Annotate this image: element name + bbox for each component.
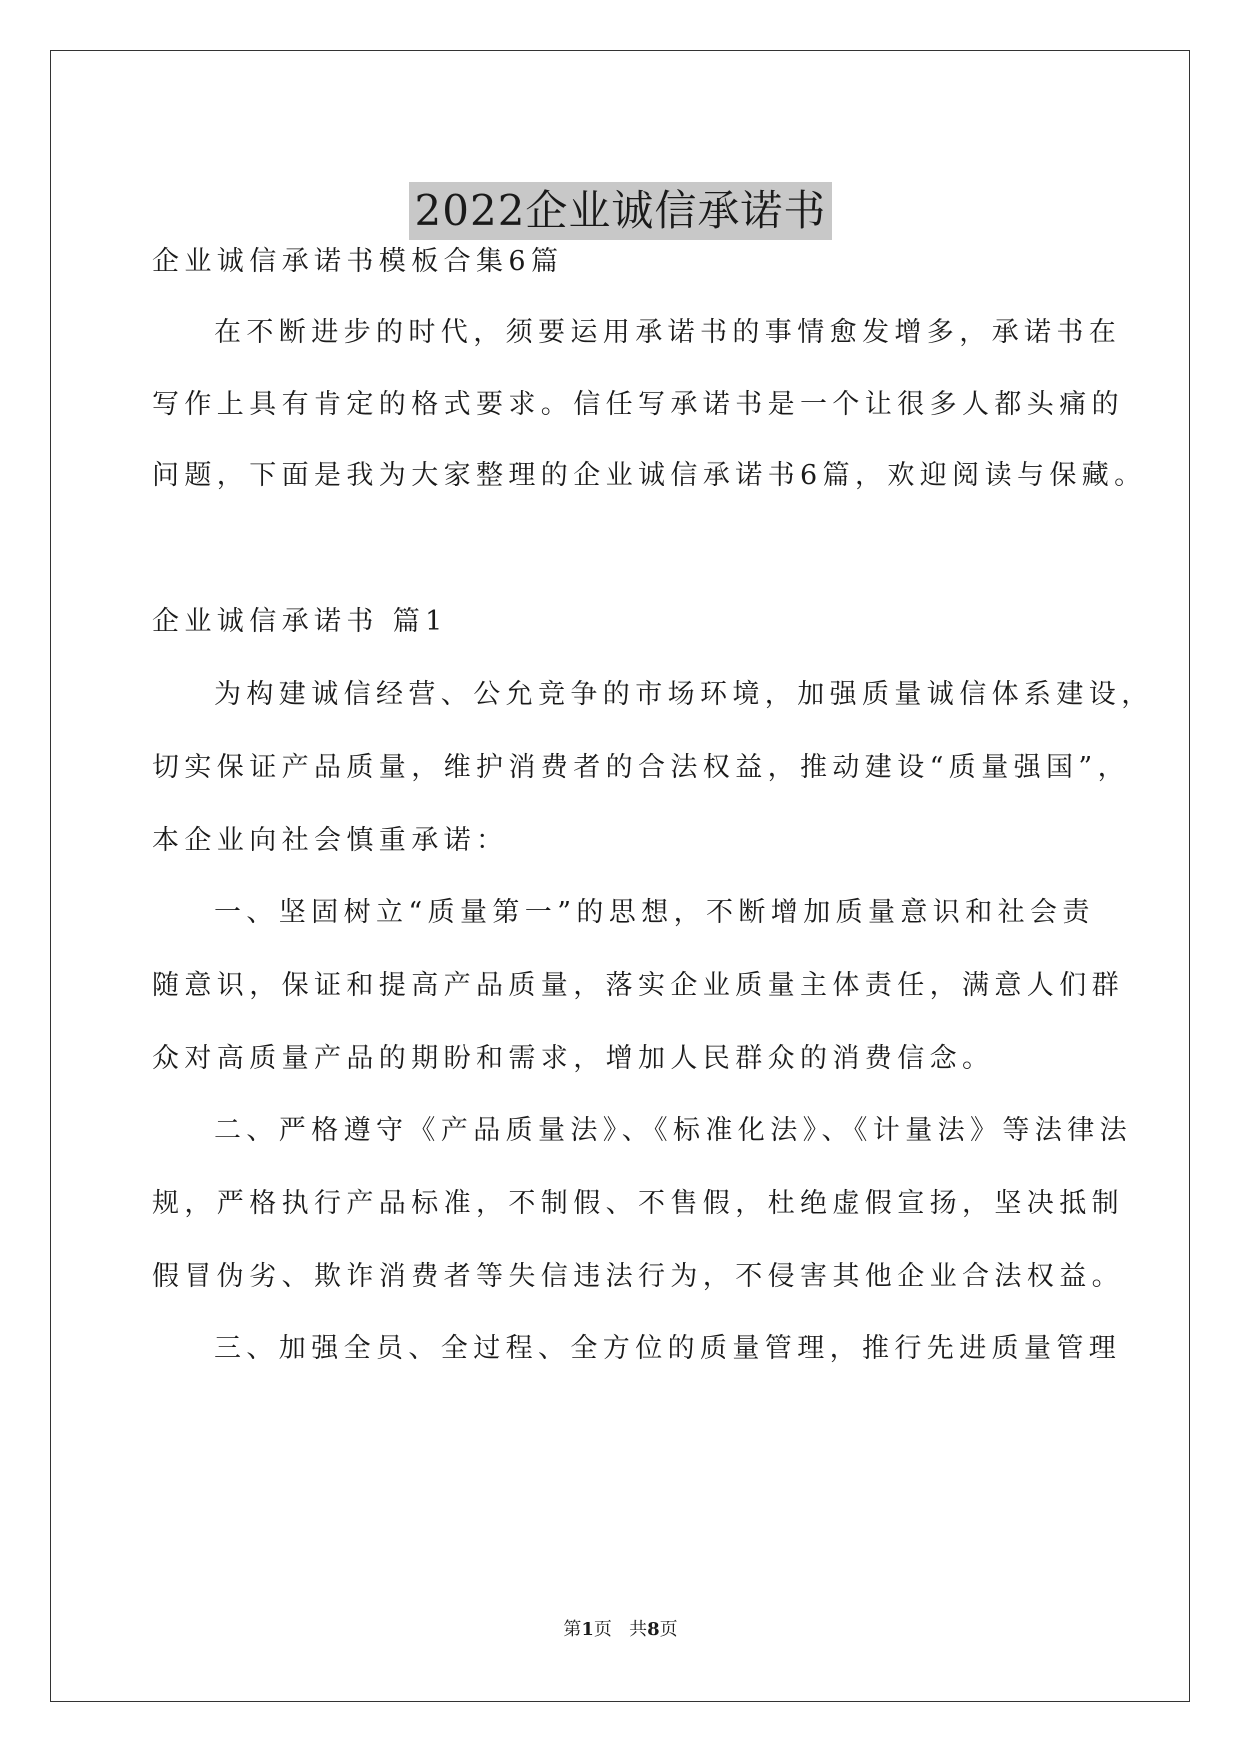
body-line: 规，严格执行产品标准，不制假、不售假，杜绝虚假宣扬，坚决抵制 (152, 1188, 1124, 1219)
body-line: 为构建诚信经营、公允竞争的市场环境，加强质量诚信体系建设， (214, 679, 1154, 710)
page-prefix: 第 (563, 1619, 582, 1640)
body-line: 一、坚固树立“质量第一”的思想，不断增加质量意识和社会责 (214, 897, 1095, 928)
body-line: 三、加强全员、全过程、全方位的质量管理，推行先进质量管理 (214, 1333, 1122, 1364)
body-line: 本企业向社会慎重承诺： (152, 825, 509, 856)
page-number: 1 (581, 1619, 594, 1640)
intro-line: 问题，下面是我为大家整理的企业诚信承诺书6篇，欢迎阅读与保藏。 (152, 460, 1147, 491)
page-footer (0, 1617, 1241, 1643)
intro-line: 写作上具有肯定的格式要求。信任写承诺书是一个让很多人都头痛的 (152, 389, 1124, 420)
body-line: 切实保证产品质量，维护消费者的合法权益，推动建设“质量强国”， (152, 752, 1131, 783)
body-line: 二、严格遵守《产品质量法》、《标准化法》、《计量法》等法律法 (214, 1115, 1132, 1146)
total-suffix: 页 (659, 1619, 678, 1640)
page-border (50, 50, 1190, 1702)
body-line: 假冒伪劣、欺诈消费者等失信违法行为，不侵害其他企业合法权益。 (152, 1261, 1124, 1292)
intro-line: 在不断进步的时代，须要运用承诺书的事情愈发增多，承诺书在 (214, 317, 1122, 348)
total-prefix: 共 (629, 1619, 648, 1640)
total-pages: 8 (647, 1619, 660, 1640)
document-title: 2022企业诚信承诺书 (409, 182, 833, 240)
body-line: 随意识，保证和提高产品质量，落实企业质量主体责任，满意人们群 (152, 970, 1124, 1001)
page-suffix: 页 (593, 1619, 612, 1640)
section-heading: 企业诚信承诺书 篇1 (152, 606, 448, 637)
body-line: 众对高质量产品的期盼和需求，增加人民群众的消费信念。 (152, 1043, 995, 1074)
document-subtitle: 企业诚信承诺书模板合集6篇 (152, 246, 564, 277)
